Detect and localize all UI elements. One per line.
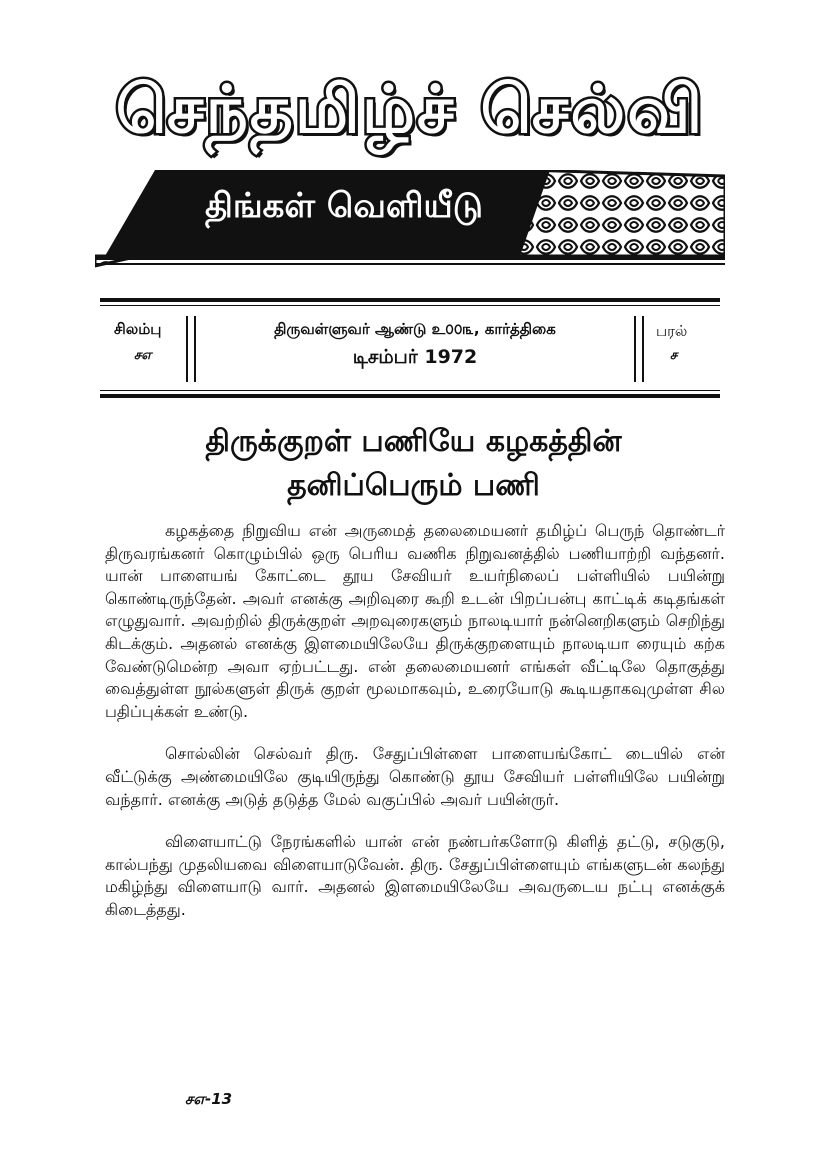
date-cell — [200, 310, 630, 384]
date-tamil: திருவள்ளுவர் ஆண்டு உ௦௦௩, கார்த்திகை — [274, 320, 556, 338]
article-body — [105, 520, 725, 942]
article-title — [100, 420, 727, 508]
article-title-line-2: தனிப்பெரும் பணி — [287, 468, 540, 503]
divider-right — [634, 316, 644, 382]
paragraph-3: விளையாட்டு நேரங்களில் யான் என் நண்பர்களோடு கிளித் தட்டு, சடுகுடு, கால்பந்து முதலியவை விளையாடுவேன். திரு. சேதுப்பிள்ளையும் எங்களுடன் கலந்து மகிழ்ந்து விளையாடு வார். அதனல் இளமையிலேயே அவருடைய நட்பு எனக்குக் கிடைத்தது. — [105, 832, 725, 919]
article-title-line-1: திருக்குறள் பணியே கழகத்தின் — [205, 424, 622, 459]
magazine-subtitle: திங்கள் வெளியீடு — [205, 186, 483, 226]
top-rule-thin — [100, 305, 720, 306]
issue-info-bar — [100, 310, 720, 384]
page-marker: சஎ-13 — [185, 1090, 233, 1108]
part-cell — [656, 310, 716, 384]
part-number: ச — [670, 348, 678, 363]
paragraph-2: சொல்லின் செல்வர் திரு. சேதுப்பிள்ளை பாளையங்கோட் டையில் என் வீட்டுக்கு அண்மையிலே குடியிருந்து கொண்டு தூய சேவியர் பள்ளியிலே பயின்று வந்தார். எனக்கு அடுத் தடுத்த மேல் வகுப்பில் அவர் பயின்ருர். — [105, 744, 725, 809]
top-rule-thick — [100, 298, 720, 302]
volume-label: சிலம்பு — [114, 320, 162, 338]
volume-cell — [114, 310, 184, 384]
paragraph-1: கழகத்தை நிறுவிய என் அருமைத் தலைமையனர் தமிழ்ப் பெருந் தொண்டர் திருவரங்கனர் கொழும்பில் ஒரு பெரிய வணிக நிறுவனத்தில் பணியாற்றி வந்தனர். யான் பாளையங் கோட்டை தூய சேவியர் உயர்நிலைப் பள்ளியில் பயின்று கொண்டிருந்தேன். அவர் எனக்கு அறிவுரை கூறி உடன் பிறப்பன்பு காட்டிக் கடிதங்கள் எழுதுவார். அவற்றில் திருக்குறள் அறவுரைகளும் நாலடியார் நன்னெறிகளும் செறிந்து கிடக்கும். அதனல் எனக்கு இளமையிலேயே திருக்குறளையும் நாலடியா ரையும் கற்க வேண்டுமென்ற அவா ஏற்பட்டது. என் தலைமையனர் எங்கள் வீட்டிலே தொகுத்து வைத்துள்ள நூல்களுள் திருக் குறள் மூலமாகவும், உரையோடு கூடியதாகவுமுள்ள சில பதிப்புக்கள் உண்டு. — [105, 521, 725, 721]
bottom-rule-thick — [100, 394, 720, 398]
part-label: பரல் — [656, 322, 688, 340]
bottom-rule-thin — [100, 390, 720, 391]
date-english: டிசம்பர் 1972 — [352, 346, 478, 368]
divider-left — [186, 316, 196, 382]
volume-number: சஎ — [134, 348, 152, 363]
masthead — [95, 58, 725, 268]
magazine-title: செந்தமிழ்ச் செல்வி — [115, 71, 705, 148]
